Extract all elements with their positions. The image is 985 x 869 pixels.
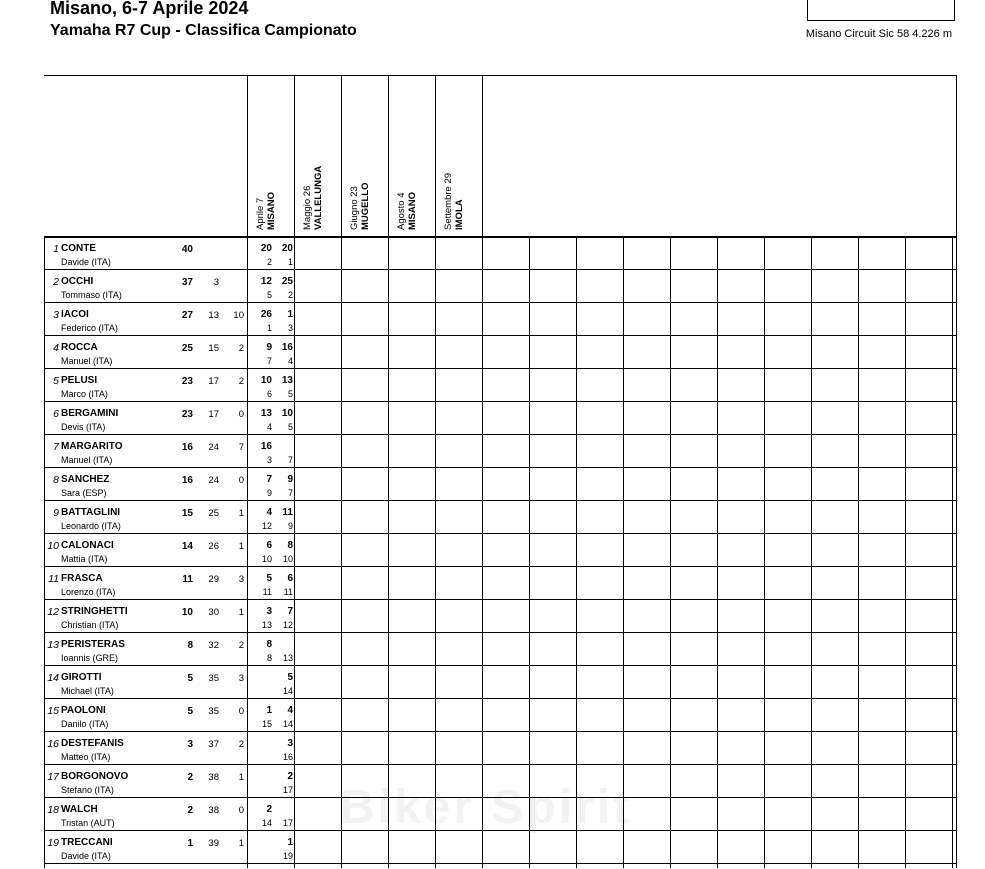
rider-position: 16 <box>47 738 59 750</box>
race2-points: 5 <box>287 672 293 683</box>
race2-points: 7 <box>287 606 293 617</box>
race2-points: 13 <box>281 375 293 386</box>
race2-position: 7 <box>287 488 293 498</box>
table-row <box>44 501 957 534</box>
event-header <box>255 192 277 230</box>
gap-to-previous: 0 <box>238 409 244 420</box>
race1-points: 5 <box>266 573 272 584</box>
race2-position: 3 <box>287 323 293 333</box>
event-header <box>396 192 418 230</box>
rider-points: 8 <box>187 640 193 651</box>
rider-name: Matteo (ITA) <box>61 752 111 762</box>
race2-position: 17 <box>282 785 293 795</box>
race1-position: 10 <box>261 554 272 564</box>
rider-surname: CONTE <box>61 243 96 254</box>
gap-to-leader: 17 <box>208 409 219 420</box>
event-circuit: VALLELUNGA <box>313 165 324 230</box>
rider-name: Mattia (ITA) <box>61 554 108 564</box>
gap-to-leader: 32 <box>208 640 219 651</box>
gap-to-previous: 3 <box>238 574 244 585</box>
table-row <box>44 831 957 864</box>
rider-surname: PELUSI <box>61 375 98 386</box>
gap-to-previous: 2 <box>238 640 244 651</box>
gap-to-previous: 7 <box>238 442 244 453</box>
gap-to-previous: 1 <box>238 838 244 849</box>
rider-points: 37 <box>181 277 193 288</box>
table-row <box>44 270 957 303</box>
rider-position: 7 <box>53 441 59 453</box>
race1-points: 3 <box>266 606 272 617</box>
race1-points: 20 <box>260 243 272 254</box>
race2-position: 13 <box>282 653 293 663</box>
rider-name: Lorenzo (ITA) <box>61 587 116 597</box>
race2-position: 5 <box>287 422 293 432</box>
gap-to-leader: 15 <box>208 343 219 354</box>
table-row <box>44 534 957 567</box>
rider-position: 8 <box>53 474 59 486</box>
rider-position: 4 <box>53 342 59 354</box>
race2-position: 16 <box>282 752 293 762</box>
race2-points: 3 <box>287 738 293 749</box>
race2-points: 25 <box>281 276 293 287</box>
rider-points: 23 <box>181 409 193 420</box>
gap-to-leader: 25 <box>208 508 219 519</box>
grid-line <box>44 75 957 76</box>
rider-name: Davide (ITA) <box>61 257 111 267</box>
rider-points: 10 <box>181 607 193 618</box>
rider-points: 15 <box>181 508 193 519</box>
event-date: Agosto 4 <box>396 192 407 230</box>
rider-position: 15 <box>47 705 59 717</box>
race1-position: 8 <box>266 653 272 663</box>
race1-points: 8 <box>266 639 272 650</box>
gap-to-leader: 17 <box>208 376 219 387</box>
table-row <box>44 303 957 336</box>
gap-to-previous: 3 <box>238 673 244 684</box>
rider-surname: STRINGHETTI <box>61 606 128 617</box>
rider-position: 18 <box>47 804 59 816</box>
race1-position: 7 <box>266 356 272 366</box>
race2-points: 20 <box>281 243 293 254</box>
rider-points: 11 <box>182 574 193 585</box>
gap-to-leader: 24 <box>208 442 219 453</box>
gap-to-previous: 1 <box>238 508 244 519</box>
rider-points: 2 <box>187 805 193 816</box>
race2-points: 6 <box>287 573 293 584</box>
race2-position: 4 <box>287 356 293 366</box>
rider-surname: BATTAGLINI <box>61 507 121 518</box>
race2-points: 10 <box>281 408 293 419</box>
rider-points: 2 <box>187 772 193 783</box>
gap-to-leader: 38 <box>208 772 219 783</box>
race2-points: 16 <box>281 342 293 353</box>
rider-surname: GIROTTI <box>61 672 102 683</box>
race1-points: 12 <box>260 276 272 287</box>
header-box <box>807 0 955 21</box>
event-header <box>302 166 324 230</box>
rider-position: 14 <box>47 672 59 684</box>
rider-name: Manuel (ITA) <box>61 356 113 366</box>
circuit-info: Misano Circuit Sic 58 4.226 m <box>805 28 952 40</box>
rider-points: 16 <box>181 475 193 486</box>
table-row <box>44 237 957 270</box>
rider-name: Michael (ITA) <box>61 686 114 696</box>
rider-position: 3 <box>53 309 59 321</box>
rider-position: 12 <box>47 606 59 618</box>
gap-to-leader: 13 <box>208 310 219 321</box>
event-header <box>349 183 371 231</box>
gap-to-previous: 1 <box>238 772 244 783</box>
race2-points: 8 <box>287 540 293 551</box>
rider-surname: WALCH <box>61 804 98 815</box>
race1-points: 6 <box>266 540 272 551</box>
gap-to-leader: 35 <box>208 706 219 717</box>
gap-to-leader: 24 <box>208 475 219 486</box>
event-circuit: MISANO <box>407 192 418 230</box>
rider-position: 1 <box>53 243 59 255</box>
rider-name: Tommaso (ITA) <box>61 290 122 300</box>
race1-points: 4 <box>266 507 272 518</box>
rider-position: 5 <box>53 375 59 387</box>
gap-to-previous: 2 <box>238 739 244 750</box>
race1-position: 3 <box>266 455 272 465</box>
gap-to-previous: 2 <box>238 343 244 354</box>
gap-to-leader: 38 <box>208 805 219 816</box>
race2-position: 7 <box>287 455 293 465</box>
rider-points: 3 <box>187 739 193 750</box>
table-row <box>44 732 957 765</box>
gap-to-leader: 37 <box>208 739 219 750</box>
event-circuit: MUGELLO <box>360 182 371 230</box>
race2-position: 11 <box>283 587 293 597</box>
rider-name: Leonardo (ITA) <box>61 521 121 531</box>
race1-points: 9 <box>266 342 272 353</box>
page-subtitle: Yamaha R7 Cup - Classifica Campionato <box>50 22 357 39</box>
rider-name: Ioannis (GRE) <box>61 653 119 663</box>
race1-points: 10 <box>260 375 272 386</box>
race2-position: 1 <box>287 257 293 267</box>
table-row <box>44 402 957 435</box>
race2-points: 9 <box>287 474 293 485</box>
race2-position: 12 <box>282 620 293 630</box>
gap-to-previous: 0 <box>238 475 244 486</box>
table-row <box>44 336 957 369</box>
table-row <box>44 369 957 402</box>
race1-points: 1 <box>266 705 272 716</box>
rider-surname: BERGAMINI <box>61 408 119 419</box>
rider-position: 13 <box>47 639 59 651</box>
gap-to-previous: 0 <box>238 706 244 717</box>
rider-surname: IACOI <box>61 309 89 320</box>
race2-points: 2 <box>287 771 293 782</box>
rider-name: Davide (ITA) <box>61 851 111 861</box>
rider-points: 23 <box>181 376 193 387</box>
race1-points: 2 <box>266 804 272 815</box>
gap-to-leader: 39 <box>208 838 219 849</box>
race2-points: 1 <box>287 309 293 320</box>
gap-to-previous: 2 <box>238 376 244 387</box>
rider-points: 1 <box>187 838 193 849</box>
race2-points: 1 <box>287 837 293 848</box>
race2-position: 14 <box>282 719 293 729</box>
rider-points: 14 <box>181 541 193 552</box>
rider-surname: PAOLONI <box>61 705 106 716</box>
rider-points: 25 <box>181 343 193 354</box>
event-circuit: IMOLA <box>454 199 465 230</box>
rider-position: 11 <box>48 573 59 585</box>
gap-to-previous: 10 <box>233 310 244 321</box>
race1-position: 5 <box>266 290 272 300</box>
rider-position: 6 <box>53 408 59 420</box>
gap-to-leader: 35 <box>208 673 219 684</box>
table-row <box>44 666 957 699</box>
rider-name: Christian (ITA) <box>61 620 119 630</box>
table-row <box>44 435 957 468</box>
race2-position: 14 <box>282 686 293 696</box>
rider-name: Federico (ITA) <box>61 323 118 333</box>
race1-position: 14 <box>261 818 272 828</box>
rider-name: Marco (ITA) <box>61 389 108 399</box>
rider-surname: PERISTERAS <box>61 639 125 650</box>
race1-position: 15 <box>261 719 272 729</box>
standings-table <box>44 75 957 868</box>
race2-position: 2 <box>287 290 293 300</box>
race2-position: 5 <box>287 389 293 399</box>
gap-to-previous: 0 <box>238 805 244 816</box>
rider-points: 40 <box>181 244 193 255</box>
race1-position: 1 <box>266 323 272 333</box>
gap-to-leader: 30 <box>208 607 219 618</box>
race2-position: 10 <box>282 554 293 564</box>
watermark: Biker Spirit <box>340 781 633 834</box>
rider-position: 17 <box>47 771 59 783</box>
race1-position: 9 <box>266 488 272 498</box>
gap-to-leader: 3 <box>213 277 219 288</box>
rider-position: 19 <box>47 837 59 849</box>
race2-position: 17 <box>282 818 293 828</box>
race2-points: 4 <box>287 705 293 716</box>
rider-name: Devis (ITA) <box>61 422 106 432</box>
race2-points: 11 <box>282 507 293 518</box>
rider-points: 5 <box>187 673 193 684</box>
race1-position: 4 <box>266 422 272 432</box>
rider-points: 5 <box>187 706 193 717</box>
rider-position: 2 <box>53 276 59 288</box>
table-row <box>44 567 957 600</box>
event-circuit: MISANO <box>266 192 277 230</box>
race1-points: 16 <box>260 441 272 452</box>
rider-surname: SANCHEZ <box>61 474 110 485</box>
event-date: Settembre 29 <box>443 172 454 230</box>
rider-name: Manuel (ITA) <box>61 455 113 465</box>
rider-name: Danilo (ITA) <box>61 719 109 729</box>
table-row <box>44 600 957 633</box>
event-header <box>443 173 465 230</box>
race1-points: 13 <box>260 408 272 419</box>
rider-position: 9 <box>53 507 59 519</box>
event-date: Giugno 23 <box>349 186 360 230</box>
gap-to-previous: 1 <box>238 607 244 618</box>
table-row <box>44 468 957 501</box>
rider-name: Stefano (ITA) <box>61 785 114 795</box>
rider-points: 16 <box>181 442 193 453</box>
rider-surname: OCCHI <box>61 276 94 287</box>
event-date: Maggio 26 <box>302 185 313 230</box>
page-title: Misano, 6-7 Aprile 2024 <box>50 0 249 18</box>
rider-position: 10 <box>47 540 59 552</box>
rider-surname: FRASCA <box>61 573 103 584</box>
race1-position: 2 <box>266 257 272 267</box>
gap-to-leader: 26 <box>208 541 219 552</box>
rider-surname: DESTEFANIS <box>61 738 124 749</box>
race1-points: 26 <box>260 309 272 320</box>
gap-to-previous: 1 <box>238 541 244 552</box>
race1-position: 11 <box>262 587 272 597</box>
race1-position: 13 <box>261 620 272 630</box>
rider-points: 27 <box>181 310 193 321</box>
rider-surname: CALONACI <box>61 540 114 551</box>
race1-position: 6 <box>266 389 272 399</box>
gap-to-leader: 29 <box>208 574 219 585</box>
rider-surname: BORGONOVO <box>61 771 129 782</box>
rider-name: Sara (ESP) <box>61 488 107 498</box>
rider-surname: ROCCA <box>61 342 98 353</box>
table-row <box>44 699 957 732</box>
table-row <box>44 633 957 666</box>
event-date: Aprile 7 <box>255 197 266 230</box>
race1-position: 12 <box>261 521 272 531</box>
race2-position: 9 <box>287 521 293 531</box>
rider-surname: MARGARITO <box>61 441 123 452</box>
rider-surname: TRECCANI <box>61 837 113 848</box>
rider-name: Tristan (AUT) <box>61 818 115 828</box>
race1-points: 7 <box>266 474 272 485</box>
race2-position: 19 <box>282 851 293 861</box>
